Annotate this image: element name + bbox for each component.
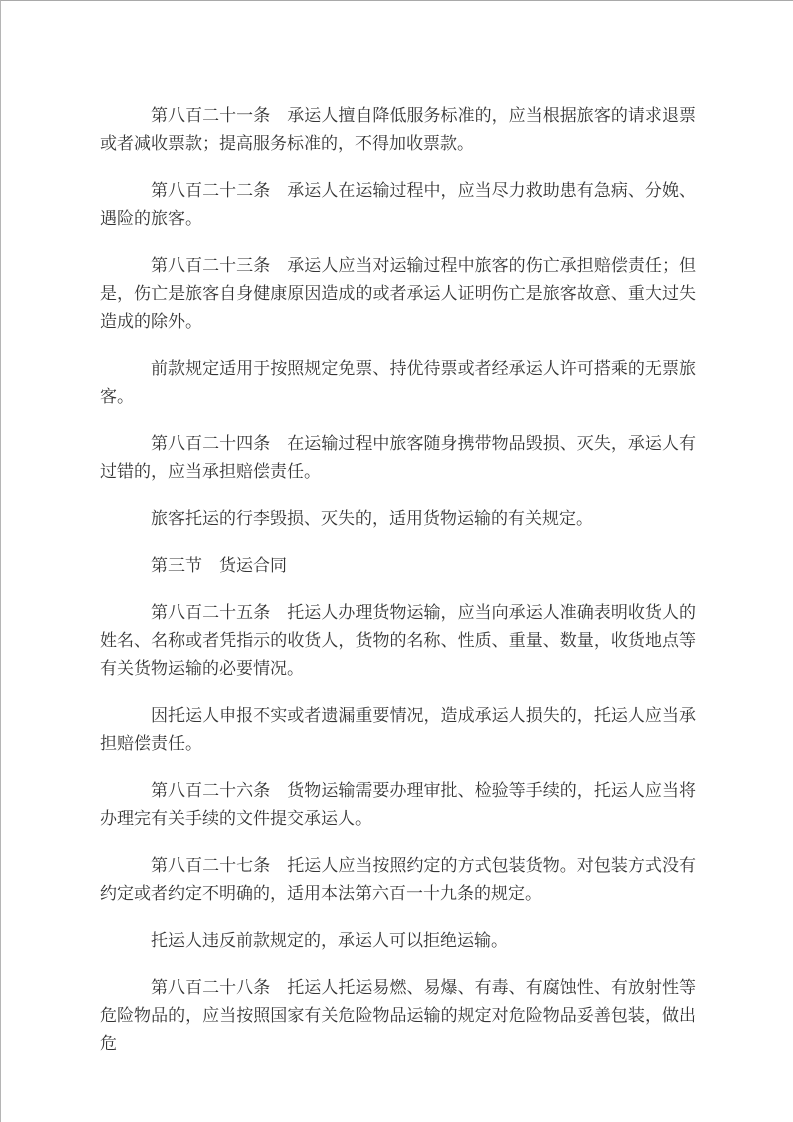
article-825-continuation: 因托运人申报不实或者遗漏重要情况，造成承运人损失的，托运人应当承担赔偿责任。	[100, 706, 696, 754]
article-822-paragraph: 第八百二十二条 承运人在运输过程中，应当尽力救助患有急病、分娩、遇险的旅客。	[100, 181, 696, 229]
article-828-paragraph: 第八百二十八条 托运人托运易燃、易爆、有毒、有腐蚀性、有放射性等危险物品的，应当按照国家有关危险物品运输的规定对危险物品妥善包装，做出危	[100, 978, 696, 1054]
article-825-paragraph: 第八百二十五条 托运人办理货物运输，应当向承运人准确表明收货人的姓名、名称或者凭指示的收货人，货物的名称、性质、重量、数量，收货地点等有关货物运输的必要情况。	[100, 603, 696, 679]
article-826-paragraph: 第八百二十六条 货物运输需要办理审批、检验等手续的，托运人应当将办理完有关手续的文件提交承运人。	[100, 781, 696, 829]
section-3-heading: 第三节 货运合同	[151, 556, 287, 576]
page-content	[1, 1, 793, 1122]
article-824-paragraph: 第八百二十四条 在运输过程中旅客随身携带物品毁损、灭失，承运人有过错的，应当承担赔偿责任。	[100, 434, 696, 482]
article-821-paragraph: 第八百二十一条 承运人擅自降低服务标准的，应当根据旅客的请求退票或者减收票款；提高服务标准的，不得加收票款。	[100, 106, 696, 154]
article-823-paragraph: 第八百二十三条 承运人应当对运输过程中旅客的伤亡承担赔偿责任；但是，伤亡是旅客自身健康原因造成的或者承运人证明伤亡是旅客故意、重大过失造成的除外。	[100, 256, 696, 332]
article-827-paragraph: 第八百二十七条 托运人应当按照约定的方式包装货物。对包装方式没有约定或者约定不明确的，适用本法第六百一十九条的规定。	[100, 856, 696, 904]
article-824-continuation: 旅客托运的行李毁损、灭失的，适用货物运输的有关规定。	[151, 509, 593, 529]
article-823-continuation: 前款规定适用于按照规定免票、持优待票或者经承运人许可搭乘的无票旅客。	[100, 359, 696, 407]
article-827-continuation: 托运人违反前款规定的，承运人可以拒绝运输。	[151, 931, 508, 951]
